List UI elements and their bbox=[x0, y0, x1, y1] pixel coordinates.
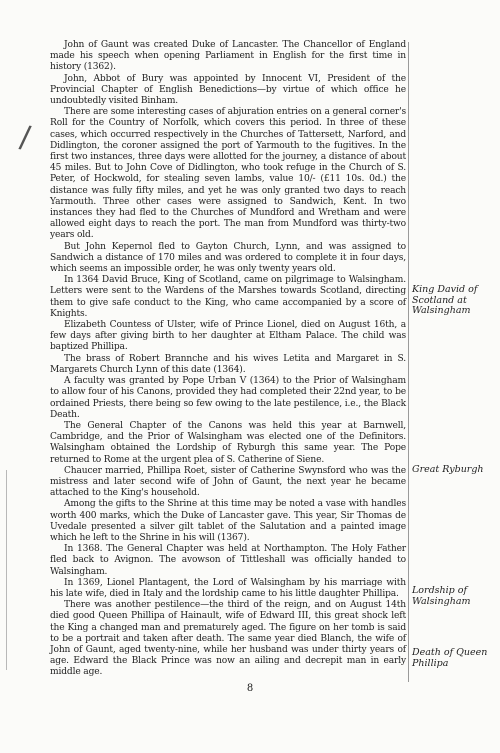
margin-note-lordship: Lordship of Walsingham bbox=[412, 585, 471, 607]
paragraph-faculty: A faculty was granted by Pope Urban V (1364) to the Prior of Walsingham to allow four of his Canons, provided they had completed their 22nd year, to be ordained Priests, there being so few owing to the late pestilence, i.e., the Black Death. bbox=[50, 376, 406, 420]
margin-note-great-ryburgh: Great Ryburgh bbox=[412, 464, 484, 475]
paragraph-brass: The brass of Robert Brannche and his wives Letita and Margaret in S. Margarets Church Lynn of this date (1364). bbox=[50, 353, 406, 375]
margin-note-king-david: King David of Scotland at Walsingham bbox=[412, 284, 478, 316]
paragraph-general-chapter: The General Chapter of the Canons was held this year at Barnwell, Cambridge, and the Prior of Walsingham was elected one of the Definitors. Walsingham obtained the Lordship of Ryburgh this same year. The Pope returned to Rome at the urgent plea of S. Catherine of Siene. bbox=[50, 420, 406, 465]
paragraph-kepernol: But John Kepernol fled to Gayton Church, Lynn, and was assigned to Sandwich a distance of 170 miles and was ordered to complete it in four days, which seems an impossible order, he was only twenty years old. bbox=[50, 241, 406, 275]
paragraph-pestilence: There was another pestilence—the third of the reign, and on August 14th died good Queen Phillipa of Hainault, wife of Edward III, this great shock left the King a changed man and prematurely aged. The figure on her tomb is said to be a portrait and taken after death. The same year died Blanch, the wife of John of Gaunt, aged twenty-nine, while her husband was under thirty years of age. Edward the Black Prince was now an ailing and decrepit man in early middle age. bbox=[50, 600, 406, 678]
paragraph-gifts: Among the gifts to the Shrine at this time may be noted a vase with handles worth 400 marks, which the Duke of Lancaster gave. This year, Sir Thomas de Uvedale presented a silver gilt tablet of the Salutation and a painted image which he left to the Shrine in his will (1367). bbox=[50, 499, 406, 543]
page-number: 8 bbox=[246, 683, 254, 694]
paragraph-elizabeth: Elizabeth Countess of Ulster, wife of Prince Lionel, died on August 16th, a few days after giving birth to her daughter at Eltham Palace. The child was baptized Phillipa. bbox=[50, 320, 406, 353]
paragraph-abbot-bury: John, Abbot of Bury was appointed by Innocent VI, President of the Provincial Chapter of English Benedictions—by virtue of which office he undoubtedly visited Binham. bbox=[50, 73, 406, 107]
paragraph-david-bruce: In 1364 David Bruce, King of Scotland, came on pilgrimage to Walsingham. Letters were sent to the Wardens of the Marshes towards Scotland, directing them to give safe conduct to the King, who came accompanied by a score of Knights. bbox=[50, 275, 406, 319]
paragraph-chaucer: Chaucer married, Phillipa Roet, sister of Catherine Swynsford who was the mistress and later second wife of John of Gaunt, the next year he became attached to the King's household. bbox=[50, 465, 406, 499]
margin-rule bbox=[408, 42, 409, 682]
paragraph-abjuration: There are some interesting cases of abjuration entries on a general corner's Roll for the Country of Norfolk, which covers this period. In three of these cases, which occurred respectively in the Churches of Tattersett, Narford, and Didlington, the coroner assigned the port of Yarmouth to the fugitives. In the first two instances, three days were allotted for the journey, a distance of about 45 miles. But to John Cove of Didlington, who took refuge in the Church of S. Peter, of Hockwold, for stealing seven lambs, value 10/- (£11 10s. 0d.) the distance was fully fifty miles, and yet he was only granted two days to reach Yarmouth. Three other cases were assigned to Sandwich, Kent. In two instances they had fled to the Churches of Mundford and Wretham and were allowed eight days to reach the port. The man from Mundford was thirty-two years old. bbox=[50, 107, 406, 241]
page-edge-mark bbox=[6, 470, 7, 670]
paragraph-1368: In 1368. The General Chapter was held at Northampton. The Holy Father fled back to Avignon. The avowson of Tittleshall was officially handed to Walsingham. bbox=[50, 544, 406, 577]
paragraph-lionel: In 1369, Lionel Plantagent, the Lord of Walsingham by his marriage with his late wife, died in Italy and the lordship came to his little daughter Phillipa. bbox=[50, 577, 406, 599]
paragraph-gaunt: John of Gaunt was created Duke of Lancaster. The Chancellor of England made his speech when opening Parliament in English for the first time in history (1362). bbox=[50, 40, 406, 73]
pen-mark: / bbox=[17, 119, 33, 156]
margin-note-death: Death of Queen Phillipa bbox=[412, 647, 488, 669]
body-text bbox=[50, 40, 406, 679]
